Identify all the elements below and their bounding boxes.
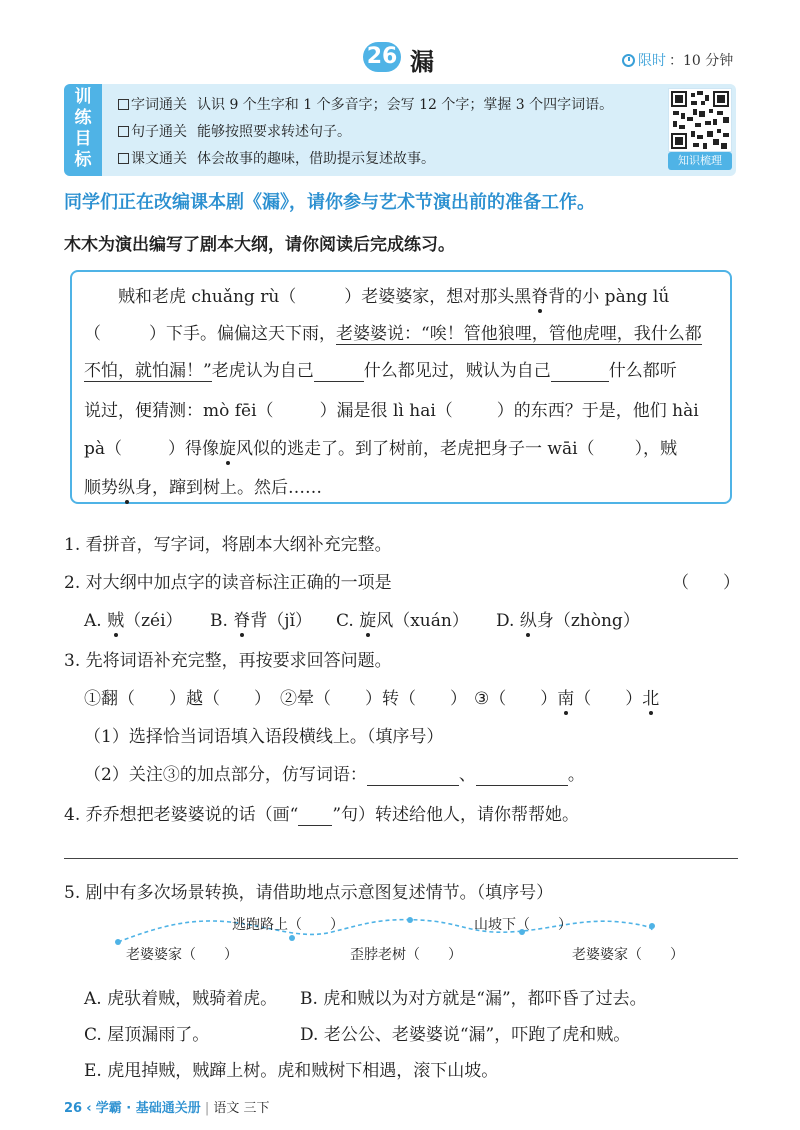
passage-text: 说过，便猜测：mò fēi（ xyxy=(84,401,274,421)
time-limit-value: ：10 分钟 xyxy=(669,53,734,69)
arrow-left-icon: ‹ xyxy=(86,1101,92,1116)
passage-text: 背的小 pàng lǘ xyxy=(548,287,670,307)
goals-side-char: 训 xyxy=(74,87,92,107)
question-2-option-d[interactable]: D. 纵身（zhòng） xyxy=(496,606,640,631)
question-3-word-2[interactable]: ②晕（ ）转（ ） xyxy=(280,689,467,709)
dotted-char: 旋 xyxy=(219,434,236,459)
underlined-quote: 老婆婆说：“唉！管他狼哩，管他虎哩，我什么都 xyxy=(336,319,702,345)
clock-icon xyxy=(622,54,635,67)
passage-line-4 xyxy=(84,396,699,421)
question-2-option-c[interactable]: C. 旋风（xuán） xyxy=(336,606,469,631)
route-node xyxy=(115,939,121,945)
book-brand: 学霸 · 基础通关册 xyxy=(95,1101,201,1116)
goals-side-char: 练 xyxy=(74,108,92,128)
question-5-option-e[interactable]: E. 虎甩掉贼，贼蹿上树。虎和贼树下相遇，滚下山坡。 xyxy=(84,1061,499,1081)
question-4-answer-line[interactable] xyxy=(64,858,738,859)
underlined-quote: 不怕，就怕漏！” xyxy=(84,356,212,382)
route-node-label[interactable]: 山坡下（ ） xyxy=(474,917,572,933)
question-3-sub-1: （1）选择恰当词语填入语段横线上。（填序号） xyxy=(84,727,444,747)
lesson-number-badge: 26 xyxy=(363,42,401,72)
question-3-word-1[interactable]: ①翻（ ）越（ ） xyxy=(84,689,271,709)
passage-text: 老虎认为自己 xyxy=(211,361,314,381)
question-5-option-a[interactable]: A. 虎驮着贼，贼骑着虎。 xyxy=(84,989,278,1009)
question-2-option-a[interactable]: A. 贼（zéi） xyxy=(84,606,183,631)
goal-row-text xyxy=(118,148,435,168)
route-node-label[interactable]: 老婆婆家（ ） xyxy=(572,947,684,963)
passage-line-2 xyxy=(84,319,702,345)
passage-text: ）老婆婆家，想对那头黑 xyxy=(344,287,532,307)
passage-text: ），贼 xyxy=(634,439,678,459)
question-2-answer-paren[interactable]: （ ） xyxy=(672,573,740,593)
dotted-char: 脊 xyxy=(531,282,548,307)
passage-text: ）得像 xyxy=(168,439,220,459)
question-4: 4. 乔乔想把老婆婆说的话（画“ ”句）转述给他人，请你帮帮她。 xyxy=(64,805,580,825)
passage-line-3 xyxy=(84,356,677,382)
qr-code-icon xyxy=(669,89,731,151)
passage-text: （ xyxy=(84,324,101,344)
underline-sample xyxy=(298,805,332,826)
lesson-title: 漏 xyxy=(410,47,434,76)
passage-text: 风似的逃走了。到了树前，老虎把身子一 wāi（ xyxy=(236,439,595,459)
answer-line[interactable] xyxy=(314,361,364,382)
time-limit xyxy=(622,50,733,70)
page-footer: 26 ‹ 学霸 · 基础通关册 | 语文 三下 xyxy=(64,1101,270,1116)
book-subject: 语文 三下 xyxy=(213,1101,270,1116)
answer-line[interactable] xyxy=(476,765,568,786)
goal-checkbox[interactable] xyxy=(118,99,129,110)
dotted-char: 贼 xyxy=(107,606,124,631)
question-5-stem: 5. 剧中有多次场景转换，请借助地点示意图复述情节。（填序号） xyxy=(64,883,554,903)
time-limit-label: 限时 xyxy=(638,53,666,69)
question-2-stem: 2. 对大纲中加点字的读音标注正确的一项是 xyxy=(64,573,392,593)
question-3-word-3[interactable]: ③（ ）南（ ）北 xyxy=(474,684,659,709)
passage-text: 顺势 xyxy=(84,478,118,498)
question-3-sub-2: （2）关注③的加点部分，仿写词语： 、 。 xyxy=(84,765,585,785)
goal-checkbox[interactable] xyxy=(118,153,129,164)
question-5-option-d[interactable]: D. 老公公、老婆婆说“漏”，吓跑了虎和贼。 xyxy=(300,1025,631,1045)
goal-text: 体会故事的趣味，借助提示复述故事。 xyxy=(197,151,435,167)
route-node xyxy=(289,935,295,941)
goal-row-sentences xyxy=(118,121,351,141)
passage-text: ）下手。偏偏这天下雨， xyxy=(149,324,336,344)
section-intro: 同学们正在改编课本剧《漏》，请你参与艺术节演出前的准备工作。 xyxy=(64,192,595,213)
goals-side-char: 目 xyxy=(74,129,92,149)
training-goals-label xyxy=(64,84,102,176)
dotted-char: 北 xyxy=(642,684,659,709)
goal-row-words xyxy=(118,94,613,114)
question-2-option-b[interactable]: B. 脊背（jǐ） xyxy=(210,606,312,631)
question-3-stem: 3. 先将词语补充完整，再按要求回答问题。 xyxy=(64,651,392,671)
passage-text: 身，蹿到树上。然后…… xyxy=(135,478,322,498)
qr-code[interactable] xyxy=(668,88,732,152)
dotted-char: 脊 xyxy=(233,606,250,631)
task-instruction: 木木为演出编写了剧本大纲，请你阅读后完成练习。 xyxy=(64,235,455,255)
question-5-option-c[interactable]: C. 屋顶漏雨了。 xyxy=(84,1025,210,1045)
answer-line[interactable] xyxy=(367,765,459,786)
page-number: 26 xyxy=(64,1101,83,1116)
passage-line-5 xyxy=(84,434,677,459)
passage-text: 什么都听 xyxy=(608,361,677,381)
question-1: 1. 看拼音，写字词，将剧本大纲补充完整。 xyxy=(64,535,392,555)
dotted-char: 纵 xyxy=(520,606,537,631)
route-node-label[interactable]: 逃跑路上（ ） xyxy=(232,917,344,933)
dotted-char: 南 xyxy=(557,684,574,709)
passage-text: ）漏是很 lì hai（ xyxy=(319,401,453,421)
goal-tag: 字词通关 xyxy=(131,97,187,113)
passage-text: pà（ xyxy=(84,439,123,459)
passage-text: 贼和老虎 chuǎng rù（ xyxy=(118,287,297,307)
goal-text: 认识 9 个生字和 1 个多音字；会写 12 个字；掌握 3 个四字词语。 xyxy=(197,97,614,113)
goal-tag: 课文通关 xyxy=(131,151,187,167)
answer-line[interactable] xyxy=(551,361,609,382)
qr-code-label: 知识梳理 xyxy=(668,152,732,170)
route-node xyxy=(649,923,655,929)
goal-checkbox[interactable] xyxy=(118,126,129,137)
route-node xyxy=(407,917,413,923)
question-5-option-b[interactable]: B. 虎和贼以为对方就是“漏”，都吓昏了过去。 xyxy=(300,989,647,1009)
route-node-label[interactable]: 老婆婆家（ ） xyxy=(126,947,238,963)
goals-side-char: 标 xyxy=(74,150,92,170)
goal-text: 能够按照要求转述句子。 xyxy=(197,124,351,140)
passage-line-6 xyxy=(84,473,322,498)
route-node-label[interactable]: 歪脖老树（ ） xyxy=(350,947,462,963)
passage-line-1 xyxy=(118,282,669,307)
dotted-char: 纵 xyxy=(118,473,135,498)
goal-tag: 句子通关 xyxy=(131,124,187,140)
dotted-char: 旋 xyxy=(359,606,376,631)
passage-text: ）的东西？于是，他们 hài xyxy=(496,401,699,421)
passage-text: 什么都见过，贼认为自己 xyxy=(363,361,551,381)
